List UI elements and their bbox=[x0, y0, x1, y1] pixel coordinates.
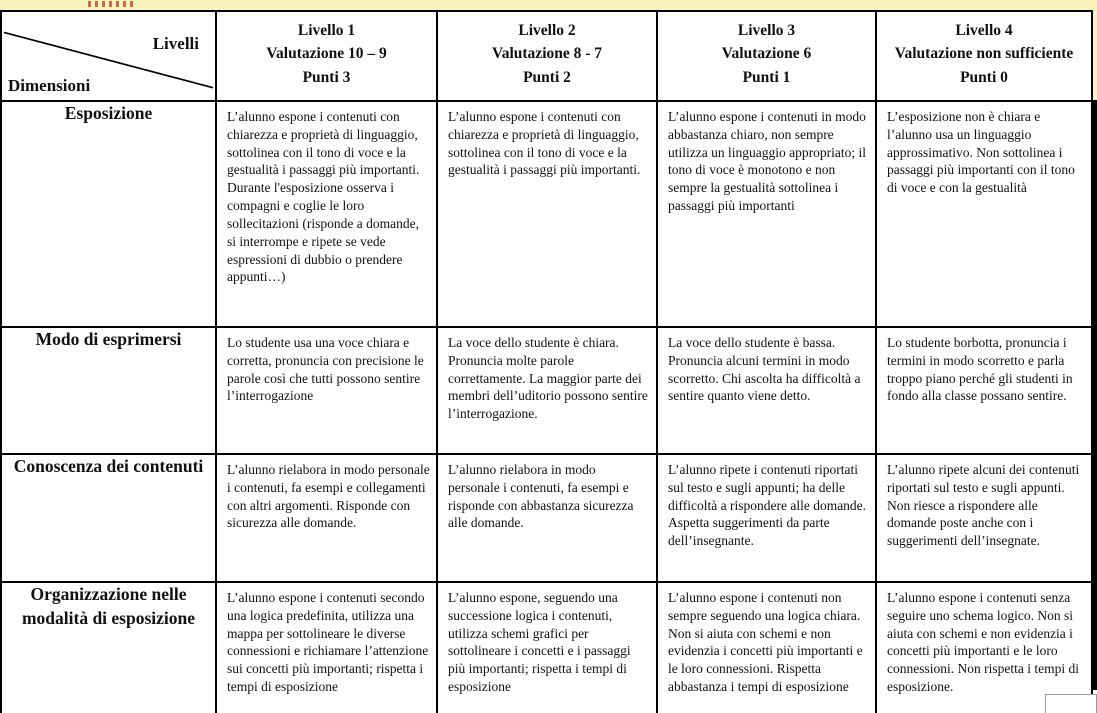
rubric-cell: L’alunno ripete alcuni dei contenuti riportati sul testo e sugli appunti. Non riesce a rispondere alle domande poste anche con i suggerimenti dell’insegnate. bbox=[876, 454, 1092, 582]
floating-box bbox=[1045, 694, 1097, 713]
header-line: Valutazione 8 - 7 bbox=[491, 45, 603, 63]
column-header-level-1 bbox=[216, 11, 437, 101]
table-row bbox=[1, 454, 1092, 582]
header-line: Valutazione 6 bbox=[721, 45, 812, 63]
header-line: Punti 2 bbox=[523, 68, 571, 86]
table-row bbox=[1, 327, 1092, 454]
header-line: Punti 3 bbox=[302, 68, 351, 86]
rubric-table bbox=[0, 10, 1093, 713]
rubric-cell: L’alunno ripete i contenuti riportati sul testo e sugli appunti; ha delle difficoltà a rispondere alle domande. Aspetta suggerimenti da parte dell’insegnante. bbox=[657, 454, 876, 582]
header-line: Punti 1 bbox=[742, 68, 791, 86]
red-text-artifact bbox=[88, 1, 134, 7]
header-row bbox=[1, 11, 1092, 101]
rubric-cell: La voce dello studente è chiara. Pronuncia molte parole correttamente. La maggior parte dei membri dell’uditorio possono sentire l’interrogazione. bbox=[437, 327, 657, 454]
rubric-cell: L’alunno espone i contenuti in modo abbastanza chiaro, non sempre utilizza un linguaggio appropriato; il tono di voce è monotono e non sempre la gestualità sottolinea i passaggi più importanti bbox=[657, 101, 876, 327]
column-header-level-4 bbox=[876, 11, 1092, 101]
rubric-cell: L’esposizione non è chiara e l’alunno usa un linguaggio approssimativo. Non sottolinea i passaggi più importanti con il tono di voce e con la gestualità bbox=[876, 101, 1092, 327]
rubric-cell: L’alunno rielabora in modo personale i contenuti, fa esempi e collegamenti con altri argomenti. Risponde con sicurezza alle domande. bbox=[216, 454, 437, 582]
rubric-cell: L’alunno espone i contenuti con chiarezza e proprietà di linguaggio, sottolinea con il tono di voce e la gestualità i passaggi più importanti. Durante l'esposizione osserva i compagni e coglie le loro sollecitazioni (risponde a domande, si interrompe e ripete se vede espressioni di dubbio o prendere appunti…) bbox=[216, 101, 437, 327]
rubric-cell: L’alunno rielabora in modo personale i contenuti, fa esempi e risponde con abbastanza sicurezza alle domande. bbox=[437, 454, 657, 582]
header-line: Punti 0 bbox=[960, 68, 1008, 86]
rubric-cell: Lo studente usa una voce chiara e corretta, pronuncia con precisione le parole così che tutti possono sentire l’interrogazione bbox=[216, 327, 437, 454]
corner-levels-label: Livelli bbox=[152, 34, 199, 53]
corner-cell bbox=[1, 11, 216, 101]
row-label-conoscenza-dei-contenuti: Conoscenza dei contenuti bbox=[1, 454, 216, 582]
page-top-strip bbox=[0, 0, 1097, 10]
table-row bbox=[1, 582, 1092, 713]
column-header-level-2 bbox=[437, 11, 657, 101]
rubric-cell: L’alunno espone i contenuti con chiarezza e proprietà di linguaggio, sottolinea con il tono di voce e la gestualità i passaggi più importanti. bbox=[437, 101, 657, 327]
row-label-esposizione: Esposizione bbox=[1, 101, 216, 327]
table-row bbox=[1, 101, 1092, 327]
rubric-cell: L’alunno espone i contenuti secondo una logica predefinita, utilizza una mappa per sottolineare le diverse connessioni e richiamare l’attenzione sui concetti più importanti; rispetta i tempi di esposizione bbox=[216, 582, 437, 713]
header-line: Livello 1 bbox=[297, 22, 356, 39]
rubric-cell: Lo studente borbotta, pronuncia i termini in modo scorretto e parla troppo piano perché gli studenti in fondo alla classe possano sentire. bbox=[876, 327, 1092, 454]
header-line: Livello 2 bbox=[518, 22, 576, 39]
corner-dimensions-label: Dimensioni bbox=[8, 76, 91, 95]
header-line: Livello 4 bbox=[955, 22, 1013, 39]
row-label-modo-di-esprimersi: Modo di esprimersi bbox=[1, 327, 216, 454]
rubric-cell: L’alunno espone i contenuti senza seguire uno schema logico. Non si aiuta con schemi e non evidenzia i concetti più importanti e le loro connessioni. Non rispetta i tempi di esposizione. bbox=[876, 582, 1092, 713]
rubric-cell: L’alunno espone, seguendo una successione logica i contenuti, utilizza schemi grafici per sottolineare i concetti e i passaggi più importanti; rispetta i tempi di esposizione bbox=[437, 582, 657, 713]
row-label-organizzazione: Organizzazione nelle modalità di esposizione bbox=[1, 582, 216, 713]
header-line: Valutazione non sufficiente bbox=[894, 45, 1074, 63]
column-header-level-3 bbox=[657, 11, 876, 101]
header-line: Valutazione 10 – 9 bbox=[266, 45, 387, 63]
rubric-cell: La voce dello studente è bassa. Pronuncia alcuni termini in modo scorretto. Chi ascolta ha difficoltà a sentire quanto viene detto. bbox=[657, 327, 876, 454]
rubric-cell: L’alunno espone i contenuti non sempre seguendo una logica chiara. Non si aiuta con schemi e non evidenzia i concetti più importanti e le loro connessioni. Rispetta abbastanza i tempi di esposizione bbox=[657, 582, 876, 713]
header-line: Livello 3 bbox=[737, 22, 796, 39]
